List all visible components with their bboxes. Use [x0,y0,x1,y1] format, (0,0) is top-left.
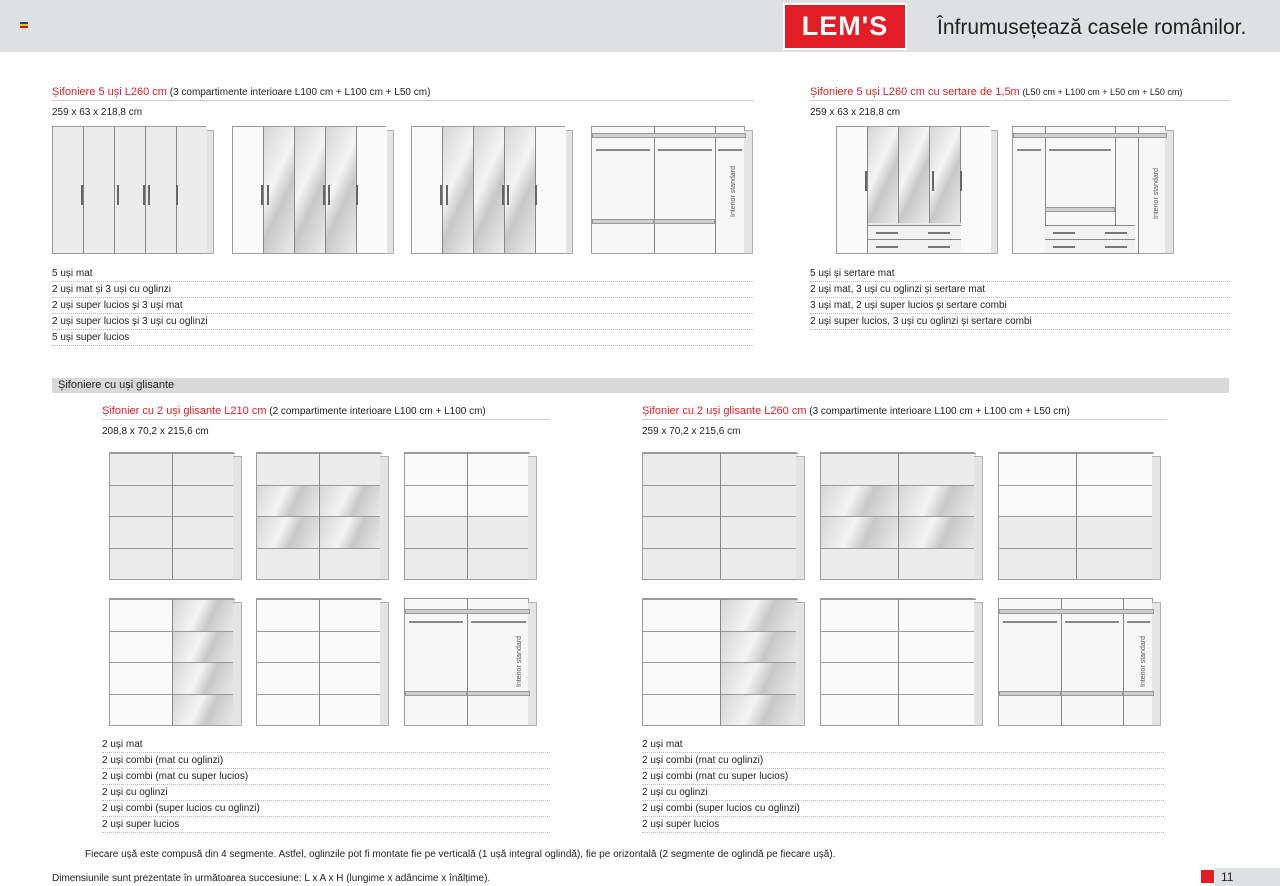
section-title: Șifoniere 5 uși L260 cm cu sertare de 1,5m (L50 cm + L100 cm + L50 cm + L50 cm) [810,86,1230,101]
list-item: 2 uși super lucios, 3 uși cu oglinzi și sertare combi [810,314,1230,330]
list-item: 2 uși mat și 3 uși cu oglinzi [52,282,754,298]
header-tagline: Înfrumusețează casele românilor. [937,16,1247,39]
list-item: 2 uși super lucios și 3 uși mat [52,298,754,314]
options-list [52,266,754,346]
sliding-wardrobe-combi-lucios [404,452,529,580]
options-list [810,266,1230,330]
wardrobe-interior: Interior standard [591,126,745,254]
list-item: 2 uși super lucios [102,817,550,833]
page-number: 11 [1215,868,1280,886]
sliding-wardrobe-mat [109,452,234,580]
list-item: 2 uși mat [102,737,550,753]
list-item: 2 uși cu oglinzi [642,785,1164,801]
list-item: 2 uși super lucios și 3 uși cu oglinzi [52,314,754,330]
sliding-wardrobe-mat [642,452,797,580]
list-item: 5 uși mat [52,266,754,282]
dimensions: 259 x 70,2 x 215,6 cm [642,426,741,437]
sliding-wardrobe-lucios [256,598,381,726]
wardrobe-5-door-drawers [836,126,990,254]
list-item: 5 uși super lucios [52,330,754,346]
dimensions: 259 x 63 x 218,8 cm [810,107,901,118]
footnote: Dimensiunile sunt prezentate în următoarea succesiune: L x A x H (lungime x adâncime x înălțime). [52,873,491,884]
dimensions: 208,8 x 70,2 x 215,6 cm [102,426,209,437]
section-band: Șifoniere cu uși glisante [52,378,1229,393]
footnote: Fiecare ușă este compusă din 4 segmente. Astfel, oglinzile pot fi montate fie pe verticală (1 ușă integral oglindă), fie pe orizontală (2 segmente de oglindă pe fiecare ușă). [85,849,836,860]
brand-logo[interactable]: LEM'S [783,3,907,50]
list-item: 3 uși mat, 2 uși super lucios și sertare combi [810,298,1230,314]
options-list [642,737,1164,833]
options-list [102,737,550,833]
wardrobe-interior: Interior standard [404,598,529,726]
list-item: 2 uși combi (mat cu super lucios) [642,769,1164,785]
page-marker [1201,870,1214,883]
wardrobe-5-door-mat-mirror [232,126,386,254]
wardrobe-interior: Interior standard [998,598,1153,726]
list-item: 2 uși super lucios [642,817,1164,833]
wardrobe-5-door-lucios [411,126,565,254]
dimensions: 259 x 63 x 218,8 cm [52,107,143,118]
section-title: Șifonier cu 2 uși glisante L210 cm (2 compartimente interioare L100 cm + L100 cm) [102,405,550,420]
list-item: 2 uși cu oglinzi [102,785,550,801]
list-item: 2 uși mat, 3 uși cu oglinzi și sertare mat [810,282,1230,298]
list-item: 5 uși și sertare mat [810,266,1230,282]
wardrobe-interior-drawers: Interior standard [1012,126,1166,254]
sliding-wardrobe-combi-lucios [998,452,1153,580]
sliding-wardrobe-combi-mirror [820,452,975,580]
list-item: 2 uși combi (mat cu oglinzi) [102,753,550,769]
sliding-wardrobe-lucios [820,598,975,726]
list-item: 2 uși combi (mat cu oglinzi) [642,753,1164,769]
list-item: 2 uși combi (super lucios cu oglinzi) [642,801,1164,817]
section-title: Șifoniere 5 uși L260 cm (3 compartimente interioare L100 cm + L100 cm + L50 cm) [52,86,754,101]
list-item: 2 uși mat [642,737,1164,753]
page-header [0,0,1280,52]
sliding-wardrobe-mirror [109,598,234,726]
wardrobe-5-door-mat [52,126,206,254]
list-item: 2 uși combi (super lucios cu oglinzi) [102,801,550,817]
flag-icon [20,22,28,28]
section-title: Șifonier cu 2 uși glisante L260 cm (3 compartimente interioare L100 cm + L100 cm + L50 cm) [642,405,1167,420]
list-item: 2 uși combi (mat cu super lucios) [102,769,550,785]
sliding-wardrobe-combi-mirror [256,452,381,580]
sliding-wardrobe-mirror [642,598,797,726]
